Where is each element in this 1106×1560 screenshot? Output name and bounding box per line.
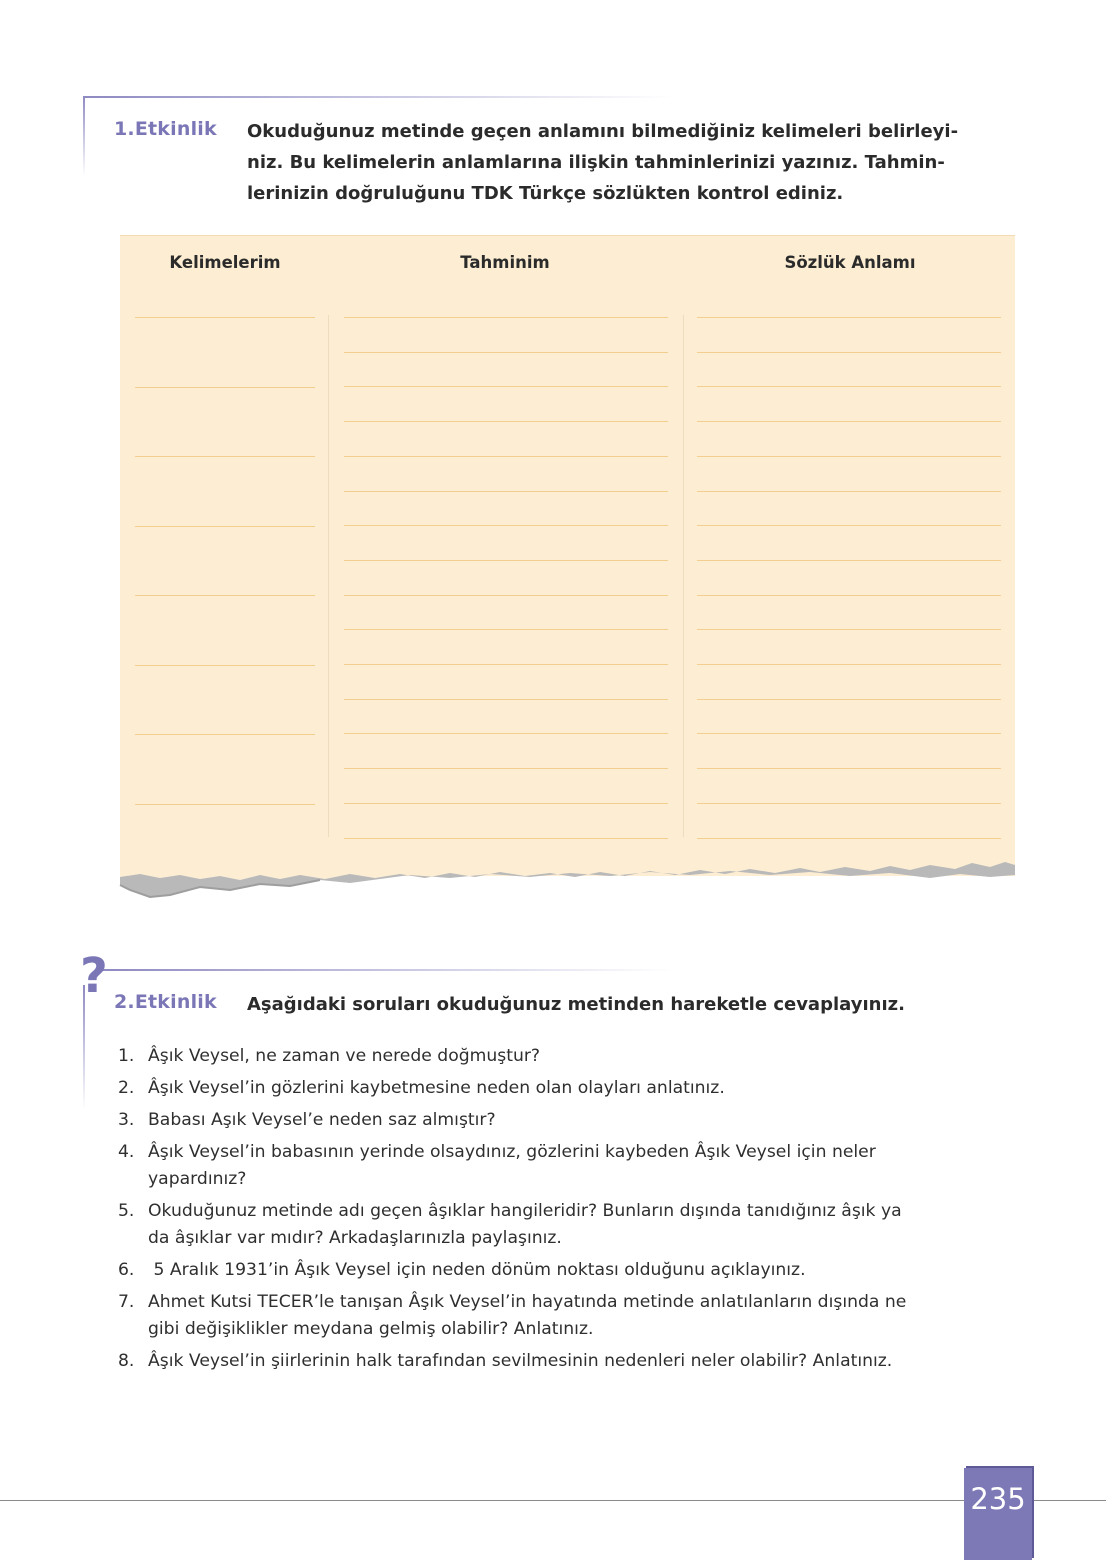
question-item [118,1107,1018,1134]
question-item [118,1257,1018,1284]
writing-line [344,421,668,422]
question-number: 5. [118,1201,135,1221]
page-number: 235 [970,1482,1026,1516]
writing-line [135,317,315,318]
question-item [118,1075,1018,1102]
question-text: Babası Aşık Veysel’e neden saz almıştır? [148,1110,496,1130]
activity1-line: Okuduğunuz metinde geçen anlamını bilmediğiniz kelimeleri belirleyi- [247,121,959,142]
writing-line [344,629,668,630]
question-number: 4. [118,1142,135,1162]
activity1-line: lerinizin doğruluğunu TDK Türkçe sözlükten kontrol ediniz. [247,183,844,204]
question-number: 6. [118,1260,135,1280]
writing-line [697,699,1001,700]
writing-line [697,768,1001,769]
writing-line [344,768,668,769]
writing-line [697,491,1001,492]
question-text: Ahmet Kutsi TECER’le tanışan Âşık Veysel’in hayatında metinde anlatılanların dışında ne [148,1292,907,1312]
writing-line [344,699,668,700]
column-header-guess: Tahminim [460,253,550,272]
writing-line [344,317,668,318]
writing-line [135,526,315,527]
activity2-label: 2.Etkinlik [114,991,217,1013]
question-number: 3. [118,1110,135,1130]
writing-line [344,560,668,561]
activity1-instructions [247,116,958,209]
writing-line [697,595,1001,596]
writing-line [344,456,668,457]
activity1-line: niz. Bu kelimelerin anlamlarına ilişkin tahminlerinizi yazınız. Tahmin- [247,152,945,173]
question-text: Âşık Veysel, ne zaman ve nerede doğmuştur? [148,1046,541,1066]
writing-line [135,456,315,457]
question-item [118,1139,1018,1193]
column-header-dictionary: Sözlük Anlamı [784,253,916,272]
writing-line [697,838,1001,839]
question-text: gibi değişiklikler meydana gelmiş olabilir? Anlatınız. [148,1319,594,1339]
writing-line [697,352,1001,353]
activity2-frame-top [103,969,673,971]
question-mark-icon: ? [80,948,108,1004]
torn-paper-edge [110,845,1025,915]
question-item [118,1198,1018,1252]
writing-line [697,733,1001,734]
activity1-frame-top [83,96,673,98]
activity2-instruction: Aşağıdaki soruları okuduğunuz metinden hareketle cevaplayınız. [247,994,905,1015]
question-text: Âşık Veysel’in şiirlerinin halk tarafından sevilmesinin nedenleri neler olabilir? Anlatınız. [148,1351,893,1371]
writing-line [135,595,315,596]
column-separator [328,315,329,837]
question-item [118,1348,1018,1375]
footer-rule [0,1500,1106,1501]
writing-line [697,560,1001,561]
question-text: Âşık Veysel’in babasının yerinde olsaydınız, gözlerini kaybeden Âşık Veysel için neler [148,1142,876,1162]
writing-line [697,803,1001,804]
column-separator [683,315,684,837]
question-list [118,1043,1018,1380]
writing-line [135,804,315,805]
writing-line [135,734,315,735]
writing-line [697,629,1001,630]
question-number: 7. [118,1292,135,1312]
writing-line [344,838,668,839]
question-text: da âşıklar var mıdır? Arkadaşlarınızla paylaşınız. [148,1228,562,1248]
question-number: 1. [118,1046,135,1066]
writing-line [344,733,668,734]
writing-line [697,456,1001,457]
question-number: 2. [118,1078,135,1098]
notes-sheet [120,235,1015,876]
column-header-words: Kelimelerim [169,253,281,272]
question-text: Âşık Veysel’in gözlerini kaybetmesine neden olan olayları anlatınız. [148,1078,725,1098]
writing-line [697,317,1001,318]
writing-line [344,595,668,596]
writing-line [344,491,668,492]
question-text: Okuduğunuz metinde adı geçen âşıklar hangileridir? Bunların dışında tanıdığınız âşık ya [148,1201,902,1221]
question-item [118,1289,1018,1343]
activity1-frame-left [83,96,85,176]
writing-line [344,386,668,387]
writing-line [697,525,1001,526]
activity1-label: 1.Etkinlik [114,118,217,140]
writing-line [697,664,1001,665]
writing-line [344,525,668,526]
writing-line [344,803,668,804]
writing-line [697,421,1001,422]
question-item [118,1043,1018,1070]
writing-line [344,352,668,353]
question-number: 8. [118,1351,135,1371]
writing-line [135,665,315,666]
writing-line [697,386,1001,387]
writing-line [135,387,315,388]
question-text: 5 Aralık 1931’in Âşık Veysel için neden dönüm noktası olduğunu açıklayınız. [148,1260,806,1280]
question-text: yapardınız? [148,1169,247,1189]
writing-line [344,664,668,665]
